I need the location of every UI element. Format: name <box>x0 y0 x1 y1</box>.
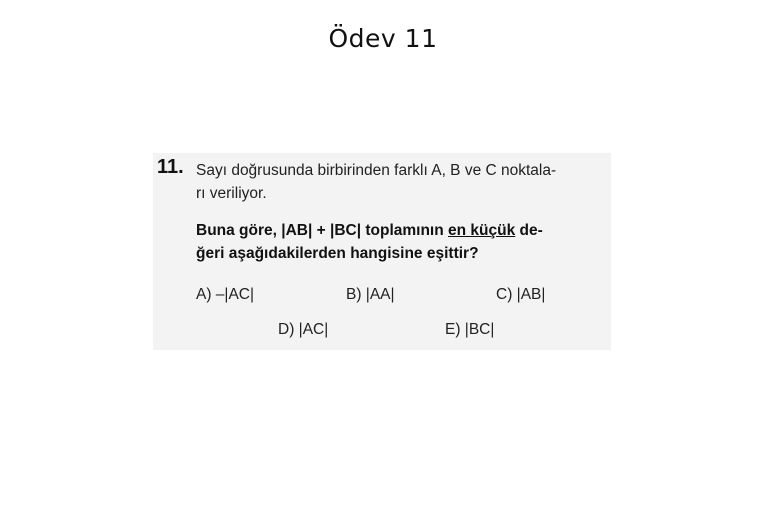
question-prompt-line-2: ğeri aşağıdakilerden hangisine eşittir? <box>196 245 479 262</box>
prompt-text-pre: Buna göre, |AB| + |BC| toplamının <box>196 222 449 239</box>
option-a: A) –|AC| <box>196 286 255 303</box>
option-e: E) |BC| <box>445 321 495 338</box>
question-prompt-line-1 <box>196 222 543 240</box>
option-c: C) |AB| <box>496 286 546 303</box>
question-image <box>153 153 611 350</box>
option-b: B) |AA| <box>346 286 395 303</box>
prompt-text-post: de- <box>515 222 543 239</box>
prompt-emphasis: en küçük <box>448 222 516 239</box>
option-d: D) |AC| <box>278 321 329 338</box>
slide-title: Ödev 11 <box>328 24 438 53</box>
question-stem-line-2: rı veriliyor. <box>196 185 267 202</box>
question-number: 11. <box>157 156 184 178</box>
question-stem-line-1: Sayı doğrusunda birbirinden farklı A, B ve C noktala- <box>196 162 557 179</box>
